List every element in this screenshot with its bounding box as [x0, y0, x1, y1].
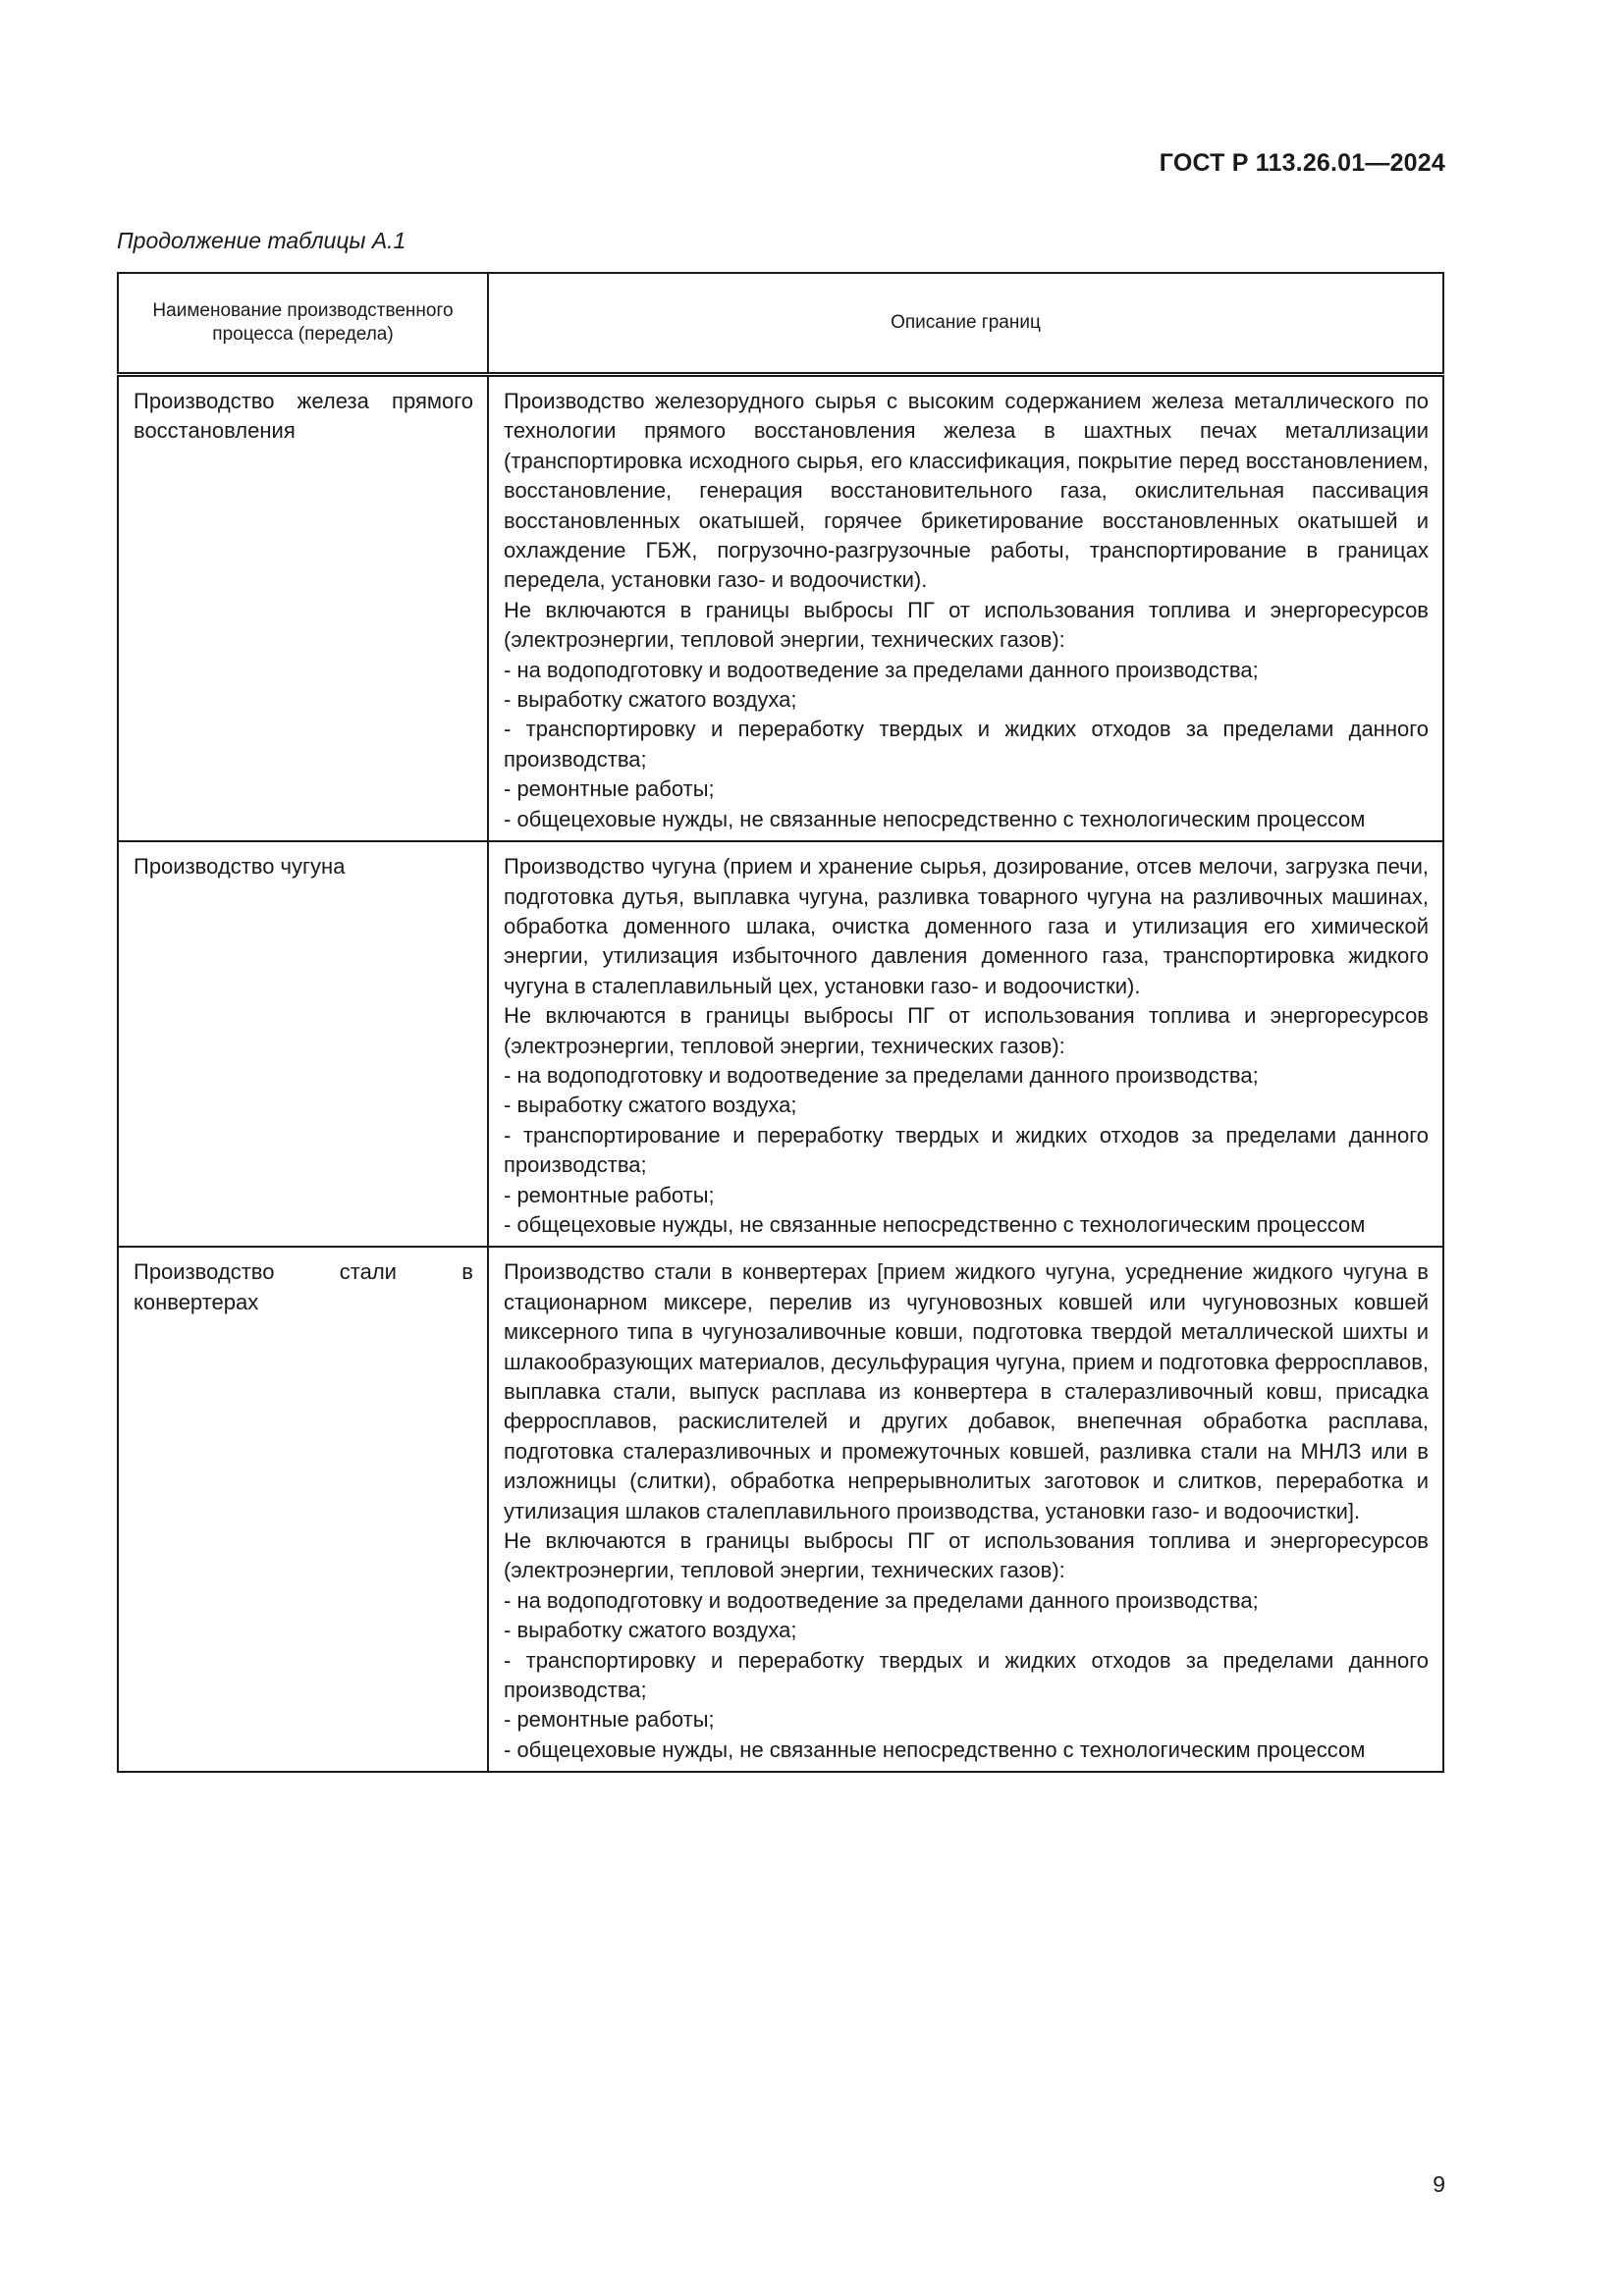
- process-description: Производство железорудного сырья с высоким содержанием железа металлического по технологии прямого восстановления железа в шахтных печах металлизации (транспортировка исходного сырья, его классификация, покрытие перед восстановлением, восстановление, генерация восстановительного газа, окислительная пассивация восстановленных окатышей, горячее брикетирование восстановленных окатышей и охлаждение ГБЖ, погрузочно-разгрузочные работы, транспортирование в границах передела, установки газо- и водоочистки).: [504, 389, 1429, 593]
- exclusion-item: - транспортировку и переработку твердых и жидких отходов за пределами данного производства;: [504, 717, 1429, 772]
- exclusion-item: - общецеховые нужды, не связанные непосредственно с технологическим процессом: [504, 1211, 1366, 1237]
- process-name-cell: Производство чугуна: [118, 841, 488, 1247]
- process-name-cell: Производство стали в конвертерах: [118, 1247, 488, 1772]
- exclusion-intro: Не включаются в границы выбросы ПГ от использования топлива и энергоресурсов (электроэнергии, тепловой энергии, технических газов):: [504, 597, 1429, 653]
- process-description: Производство чугуна (прием и хранение сырья, дозирование, отсев мелочи, загрузка печи, подготовка дутья, выплавка чугуна, разливка товарного чугуна на разливочных машинах, обработка доменного шлака, очистка доменного газа и утилизация его химической энергии, утилизация избыточного давления доменного газа, транспортировка жидкого чугуна в сталеплавильный цех, установки газо- и водоочистки).: [504, 854, 1429, 998]
- table-header-row: [118, 273, 1443, 375]
- exclusion-item: - выработку сжатого воздуха;: [504, 687, 797, 713]
- exclusion-intro: Не включаются в границы выбросы ПГ от использования топлива и энергоресурсов (электроэнергии, тепловой энергии, технических газов):: [504, 1528, 1429, 1583]
- boundary-description-cell: [488, 1247, 1443, 1772]
- exclusion-item: - на водоподготовку и водоотведение за пределами данного производства;: [504, 1587, 1259, 1613]
- header-process-name: Наименование производственного процесса (передела): [118, 273, 488, 375]
- exclusion-item: - ремонтные работы;: [504, 1182, 715, 1207]
- table-row: [118, 841, 1443, 1247]
- exclusion-item: - транспортировку и переработку твердых и жидких отходов за пределами данного производства;: [504, 1647, 1429, 1703]
- exclusion-item: - общецеховые нужды, не связанные непосредственно с технологическим процессом: [504, 806, 1366, 831]
- boundaries-table: [117, 272, 1444, 1773]
- document-code: ГОСТ Р 113.26.01—2024: [1159, 149, 1445, 177]
- boundary-description-cell: [488, 841, 1443, 1247]
- page-number: 9: [1433, 2171, 1445, 2197]
- exclusion-item: - на водоподготовку и водоотведение за пределами данного производства;: [504, 657, 1259, 682]
- exclusion-item: - выработку сжатого воздуха;: [504, 1618, 797, 1643]
- exclusion-intro: Не включаются в границы выбросы ПГ от использования топлива и энергоресурсов (электроэнергии, тепловой энергии, технических газов):: [504, 1003, 1429, 1058]
- header-boundary-description: Описание границ: [488, 273, 1443, 375]
- exclusion-item: - на водоподготовку и водоотведение за пределами данного производства;: [504, 1062, 1259, 1088]
- table-row: [118, 1247, 1443, 1772]
- exclusion-item: - ремонтные работы;: [504, 1707, 715, 1733]
- boundary-description-cell: [488, 375, 1443, 842]
- exclusion-item: - выработку сжатого воздуха;: [504, 1093, 797, 1118]
- process-description: Производство стали в конвертерах [прием жидкого чугуна, усреднение жидкого чугуна в стационарном миксере, перелив из чугуновозных ковшей или чугуновозных ковшей миксерного типа в чугунозаливочные ковши, подготовка твердой металлической шихты и шлакообразующих материалов, десульфурация чугуна, прием и подготовка ферросплавов, выплавка стали, выпуск расплава из конвертера в сталеразливочный ковш, присадка ферросплавов, раскислителей и других добавок, внепечная обработка расплава, подготовка сталеразливочных и промежуточных ковшей, разливка стали на МНЛЗ или в изложницы (слитки), обработка непрерывнолитых заготовок и слитков, переработка и утилизация шлаков сталеплавильного производства, установки газо- и водоочистки].: [504, 1259, 1429, 1523]
- process-name-cell: Производство железа прямого восстановления: [118, 375, 488, 842]
- exclusion-item: - ремонтные работы;: [504, 776, 715, 802]
- exclusion-item: - общецеховые нужды, не связанные непосредственно с технологическим процессом: [504, 1736, 1366, 1762]
- table-caption: Продолжение таблицы А.1: [117, 228, 406, 253]
- exclusion-item: - транспортирование и переработку твердых и жидких отходов за пределами данного производства;: [504, 1122, 1429, 1178]
- table-row: [118, 375, 1443, 842]
